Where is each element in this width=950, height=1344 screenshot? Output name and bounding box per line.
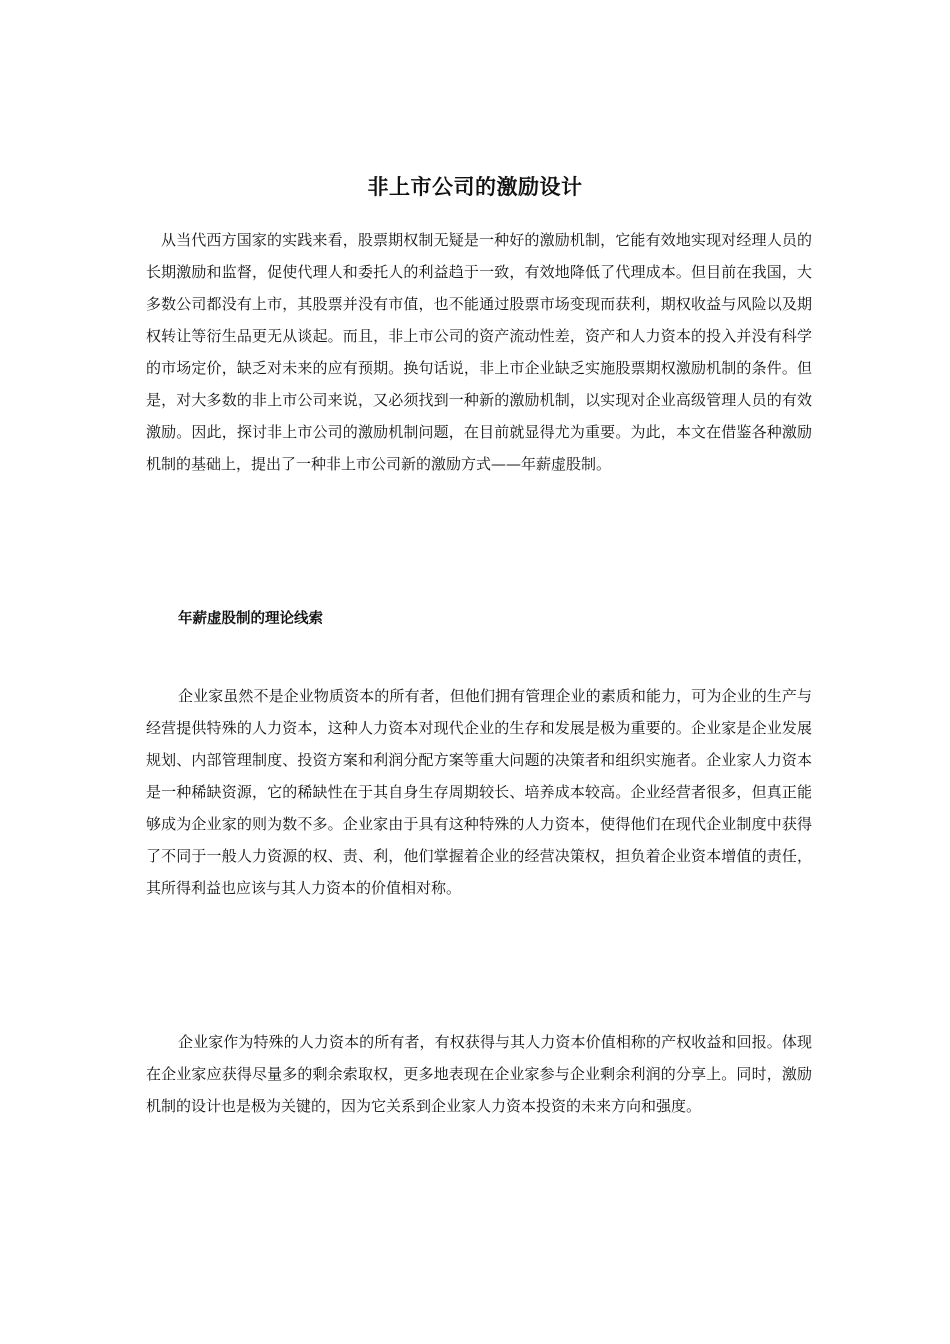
body-paragraph-2: 企业家作为特殊的人力资本的所有者，有权获得与其人力资本价值相称的产权收益和回报。体现在企业家应获得尽量多的剩余索取权，更多地表现在企业家参与企业剩余利润的分享上。同时，激励机制的设计也是极为关键的，因为它关系到企业家人力资本投资的未来方向和强度。 bbox=[146, 1033, 812, 1115]
intro-paragraph: 从当代西方国家的实践来看，股票期权制无疑是一种好的激励机制，它能有效地实现对经理人员的长期激励和监督，促使代理人和委托人的利益趋于一致，有效地降低了代理成本。但目前在我国，大多数公司都没有上市，其股票并没有市值，也不能通过股票市场变现而获利，期权收益与风险以及期权转让等衍生品更无从谈起。而且，非上市公司的资产流动性差，资产和人力资本的投入并没有科学的市场定价，缺乏对未来的应有预期。换句话说，非上市企业缺乏实施股票期权激励机制的条件。但是，对大多数的非上市公司来说，又必须找到一种新的激励机制，以实现对企业高级管理人员的有效激励。因此，探讨非上市公司的激励机制问题，在目前就显得尤为重要。为此，本文在借鉴各种激励机制的基础上，提出了一种非上市公司新的激励方式——年薪虚股制。 bbox=[146, 231, 812, 473]
document-title: 非上市公司的激励设计 bbox=[367, 175, 583, 199]
body-paragraph-1: 企业家虽然不是企业物质资本的所有者，但他们拥有管理企业的素质和能力，可为企业的生产与经营提供特殊的人力资本，这种人力资本对现代企业的生存和发展是极为重要的。企业家是企业发展规划、内部管理制度、投资方案和利润分配方案等重大问题的决策者和组织实施者。企业家人力资本是一种稀缺资源，它的稀缺性在于其自身生存周期较长、培养成本较高。企业经营者很多，但真正能够成为企业家的则为数不多。企业家由于具有这种特殊的人力资本，使得他们在现代企业制度中获得了不同于一般人力资源的权、责、利，他们掌握着企业的经营决策权，担负着企业资本增值的责任，其所得利益也应该与其人力资本的价值相对称。 bbox=[146, 687, 812, 897]
section-heading: 年薪虚股制的理论线索 bbox=[178, 611, 323, 627]
